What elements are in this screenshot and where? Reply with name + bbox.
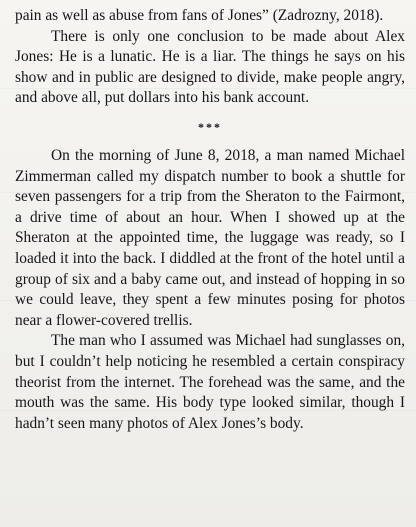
paragraph-continued-quote: pain as well as abuse from fans of Jones” (Zadrozny, 2018). [15,7,384,24]
paragraph-sunglasses-man: The man who I assumed was Michael had sunglasses on, but I couldn’t help noticing he resembled a certain conspiracy theorist from the internet. The forehead was the same, and the mouth was the same. His body type looked similar, though I hadn’t seen many photos of Alex Jones’s body. [15,332,405,432]
paragraph-june-booking: On the morning of June 8, 2018, a man named Michael Zimmerman called my dispatch number to book a shuttle for seven passengers for a trip from the Sheraton to the Fairmont, a drive time of about an hour. When I showed up at the Sheraton at the appointed time, the luggage was ready, so I loaded it into the back. I diddled at the front of the hotel until a group of six and a baby came out, and instead of hopping in so we could leave, they spent a few minutes posing for photos near a flower-covered trellis. [15,146,405,329]
section-break: *** [198,119,222,134]
paragraph-conclusion: There is only one conclusion to be made about Alex Jones: He is a lunatic. He is a liar. The things he says on his show and in public are designed to divide, make people angry, and above all, put dollars into his bank account. [15,27,405,107]
body-text [15,6,405,434]
